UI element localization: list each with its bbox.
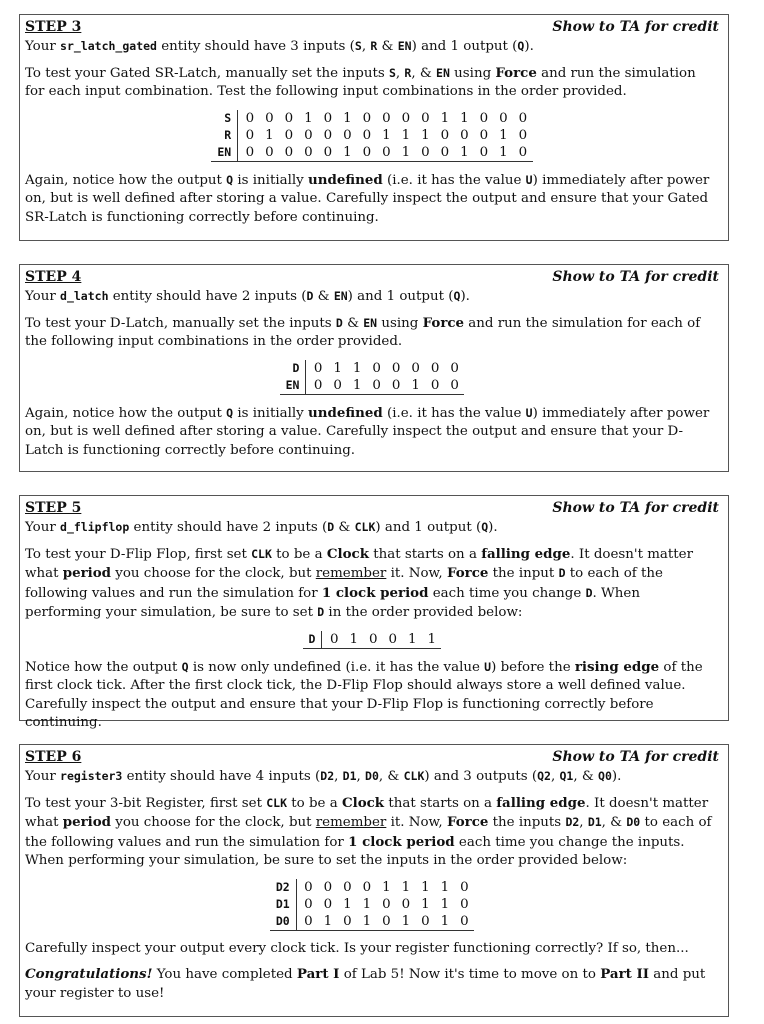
table-cell: 0 [362, 127, 372, 143]
table-row [270, 879, 474, 896]
table-cell: 1 [499, 127, 508, 143]
table-cell: 1 [440, 879, 450, 895]
table-cell: 0 [430, 360, 440, 376]
table-cell: 0 [245, 110, 255, 126]
entity-name: d_latch [60, 289, 109, 303]
row-label: EN [280, 377, 306, 395]
table-cell: 0 [425, 377, 445, 395]
table-cell: 0 [518, 110, 528, 126]
table-cell: 1 [352, 360, 362, 376]
step6-intro: Your register3 entity should have 4 inputs (D2, D1, D0, & CLK) and 3 outputs (Q2, Q1, & Q0). [25, 769, 622, 784]
table-cell: 0 [296, 913, 318, 931]
row-label: EN [211, 144, 237, 162]
table-cell: 0 [362, 110, 372, 126]
step5-box [19, 495, 729, 730]
table-cell: 1 [460, 110, 469, 126]
table-cell: 0 [304, 879, 313, 895]
table-row [280, 360, 465, 377]
table-cell: 0 [245, 127, 255, 143]
entity-name: register3 [60, 769, 123, 783]
table-cell: 1 [396, 144, 416, 162]
table-cell: 0 [440, 127, 450, 143]
table-cell: 1 [494, 144, 514, 162]
table-cell: 0 [401, 896, 411, 912]
table-cell: 0 [460, 127, 469, 143]
table-row [211, 110, 532, 127]
table-cell: 0 [450, 360, 459, 376]
table-cell: 0 [338, 913, 358, 931]
table-cell: 0 [479, 127, 489, 143]
table-cell: 0 [328, 377, 348, 395]
table-cell: 0 [377, 913, 397, 931]
table-cell: 0 [304, 127, 313, 143]
step6-title: STEP 6 [25, 749, 82, 765]
step4-intro: Your d_latch entity should have 2 inputs (D & EN) and 1 output (Q). [25, 289, 470, 304]
table-cell: 0 [363, 631, 383, 649]
table-cell: 0 [383, 631, 403, 649]
step6-credit-note: Show to TA for credit [552, 749, 719, 765]
row-label: S [211, 110, 237, 127]
step3-box [19, 14, 729, 241]
step4-box [19, 264, 729, 472]
table-cell: 0 [479, 110, 489, 126]
row-label: D1 [270, 896, 296, 913]
step4-credit-note: Show to TA for credit [552, 269, 719, 285]
table-cell: 0 [513, 144, 533, 162]
table-cell: 0 [343, 127, 352, 143]
step3-note: Again, notice how the output Q is initially undefined (i.e. it has the value U) immediately after power on, but is well defined after storing a value. Carefully inspect the output and ensure that your Gated SR-Latch is functioning correctly before continuing. [25, 171, 710, 225]
table-cell: 0 [474, 144, 494, 162]
table-cell: 1 [318, 913, 338, 931]
table-cell: 0 [382, 110, 391, 126]
table-cell: 1 [347, 377, 367, 395]
table-cell: 1 [362, 896, 372, 912]
table-cell: 1 [440, 896, 450, 912]
table-cell: 0 [343, 879, 352, 895]
step5-intro: Your d_flipflop entity should have 2 inputs (D & CLK) and 1 output (Q). [25, 520, 498, 535]
table-cell: 0 [362, 879, 372, 895]
step6-header [25, 748, 719, 767]
table-cell: 1 [357, 913, 377, 931]
table-cell: 0 [318, 144, 338, 162]
table-cell: 1 [344, 631, 364, 649]
row-label: D [303, 631, 322, 649]
table-cell: 0 [445, 377, 465, 395]
table-cell: 0 [323, 110, 333, 126]
table-row [270, 913, 474, 931]
table-cell: 1 [338, 144, 358, 162]
table-cell: 0 [460, 896, 469, 912]
table-row [211, 127, 532, 144]
step6-inspect-text: Carefully inspect your output every clock tick. Is your register functioning correctly? If so, then... [25, 940, 689, 956]
table-cell: 0 [357, 144, 377, 162]
table-row [303, 631, 442, 649]
step3-input-table [211, 110, 532, 162]
table-cell: 0 [313, 360, 323, 376]
table-cell: 0 [455, 913, 475, 931]
table-cell: 1 [440, 110, 450, 126]
table-cell: 0 [306, 377, 328, 395]
table-cell: 0 [299, 144, 319, 162]
step4-title: STEP 4 [25, 269, 82, 285]
table-cell: 0 [260, 144, 280, 162]
table-cell: 0 [284, 110, 294, 126]
table-cell: 0 [518, 127, 528, 143]
table-cell: 0 [391, 360, 401, 376]
table-row [280, 377, 465, 395]
table-cell: 0 [323, 879, 333, 895]
table-cell: 1 [406, 377, 426, 395]
row-label: D0 [270, 913, 296, 931]
step6-input-table [270, 879, 474, 931]
table-cell: 0 [322, 631, 344, 649]
table-cell: 1 [304, 110, 313, 126]
table-cell: 0 [323, 896, 333, 912]
row-label: R [211, 127, 237, 144]
table-cell: 1 [402, 631, 422, 649]
table-cell: 0 [265, 110, 274, 126]
table-row [211, 144, 532, 162]
table-cell: 0 [284, 127, 294, 143]
step4-header [25, 268, 719, 287]
table-cell: 1 [455, 144, 475, 162]
step4-input-table [280, 360, 465, 395]
table-cell: 1 [421, 127, 430, 143]
step5-title: STEP 5 [25, 500, 82, 516]
step5-header [25, 499, 719, 518]
table-cell: 1 [401, 127, 411, 143]
table-cell: 0 [460, 879, 469, 895]
entity-name: sr_latch_gated [60, 39, 157, 53]
step4-test-instructions: To test your D-Latch, manually set the inputs D & EN using Force and run the simulation for each of the following input combinations in the order provided. [25, 314, 701, 349]
table-row [270, 896, 474, 913]
table-cell: 0 [377, 144, 397, 162]
table-cell: 0 [421, 110, 430, 126]
table-cell: 1 [343, 110, 352, 126]
table-cell: 1 [421, 896, 430, 912]
table-cell: 0 [401, 110, 411, 126]
step6-box [19, 744, 729, 1017]
step5-credit-note: Show to TA for credit [552, 500, 719, 516]
table-cell: 0 [238, 144, 260, 162]
step3-credit-note: Show to TA for credit [552, 19, 719, 35]
table-cell: 1 [265, 127, 274, 143]
table-cell: 0 [367, 377, 387, 395]
table-cell: 0 [304, 896, 313, 912]
table-cell: 1 [435, 913, 455, 931]
table-cell: 0 [372, 360, 381, 376]
table-cell: 0 [279, 144, 299, 162]
step3-header [25, 18, 719, 37]
step4-note: Again, notice how the output Q is initially undefined (i.e. it has the value U) immediately after power on, but is well defined after storing a value. Carefully inspect the output and ensure that your D-Latch is functioning correctly before continuing. [25, 404, 710, 458]
table-cell: 0 [382, 896, 391, 912]
table-cell: 0 [416, 913, 436, 931]
step3-intro: Your sr_latch_gated entity should have 3 inputs (S, R & EN) and 1 output (Q). [25, 39, 534, 54]
step3-test-instructions: To test your Gated SR-Latch, manually set the inputs S, R, & EN using Force and run the simulation for each input combination. Test the following input combinations in the order provided. [25, 64, 696, 99]
table-cell: 1 [343, 896, 352, 912]
step5-input-table [303, 631, 442, 649]
table-cell: 0 [499, 110, 508, 126]
step6-congrats: Congratulations! You have completed Part I of Lab 5! Now it's time to move on to Part II and put your register to use! [25, 966, 706, 1001]
step5-note: Notice how the output Q is now only undefined (i.e. it has the value U) before the rising edge of the first clock tick. After the first clock tick, the D-Flip Flop should always store a well defined value. Carefully inspect the output and ensure that your D-Flip Flop is functioning correctly before continuing. [25, 658, 703, 730]
row-label: D2 [270, 879, 296, 896]
row-label: D [280, 360, 306, 377]
step5-test-instructions: To test your D-Flip Flop, first set CLK to be a Clock that starts on a falling edge. It doesn't matter what period you choose for the clock, but remember it. Now, Force the input D to each of the following values and run the simulation for 1 clock period each time you change D. When performing your simulation, be sure to set D in the order provided below: [25, 545, 694, 620]
table-cell: 0 [323, 127, 333, 143]
table-cell: 1 [382, 879, 391, 895]
table-cell: 0 [386, 377, 406, 395]
table-cell: 0 [435, 144, 455, 162]
entity-name: d_flipflop [60, 520, 130, 534]
table-cell: 0 [411, 360, 420, 376]
table-cell: 1 [396, 913, 416, 931]
step3-title: STEP 3 [25, 19, 82, 35]
table-cell: 1 [382, 127, 391, 143]
table-cell: 1 [401, 879, 411, 895]
table-cell: 0 [416, 144, 436, 162]
table-cell: 1 [421, 879, 430, 895]
step6-test-instructions: To test your 3-bit Register, first set CLK to be a Clock that starts on a falling edge. It doesn't matter what period you choose for the clock, but remember it. Now, Force the inputs D2, D1, & D0 to each of the following values and run the simulation for 1 clock period each time you change the inputs. When performing your simulation, be sure to set the inputs in the order provided below: [25, 794, 712, 868]
table-cell: 1 [422, 631, 442, 649]
table-cell: 1 [333, 360, 342, 376]
